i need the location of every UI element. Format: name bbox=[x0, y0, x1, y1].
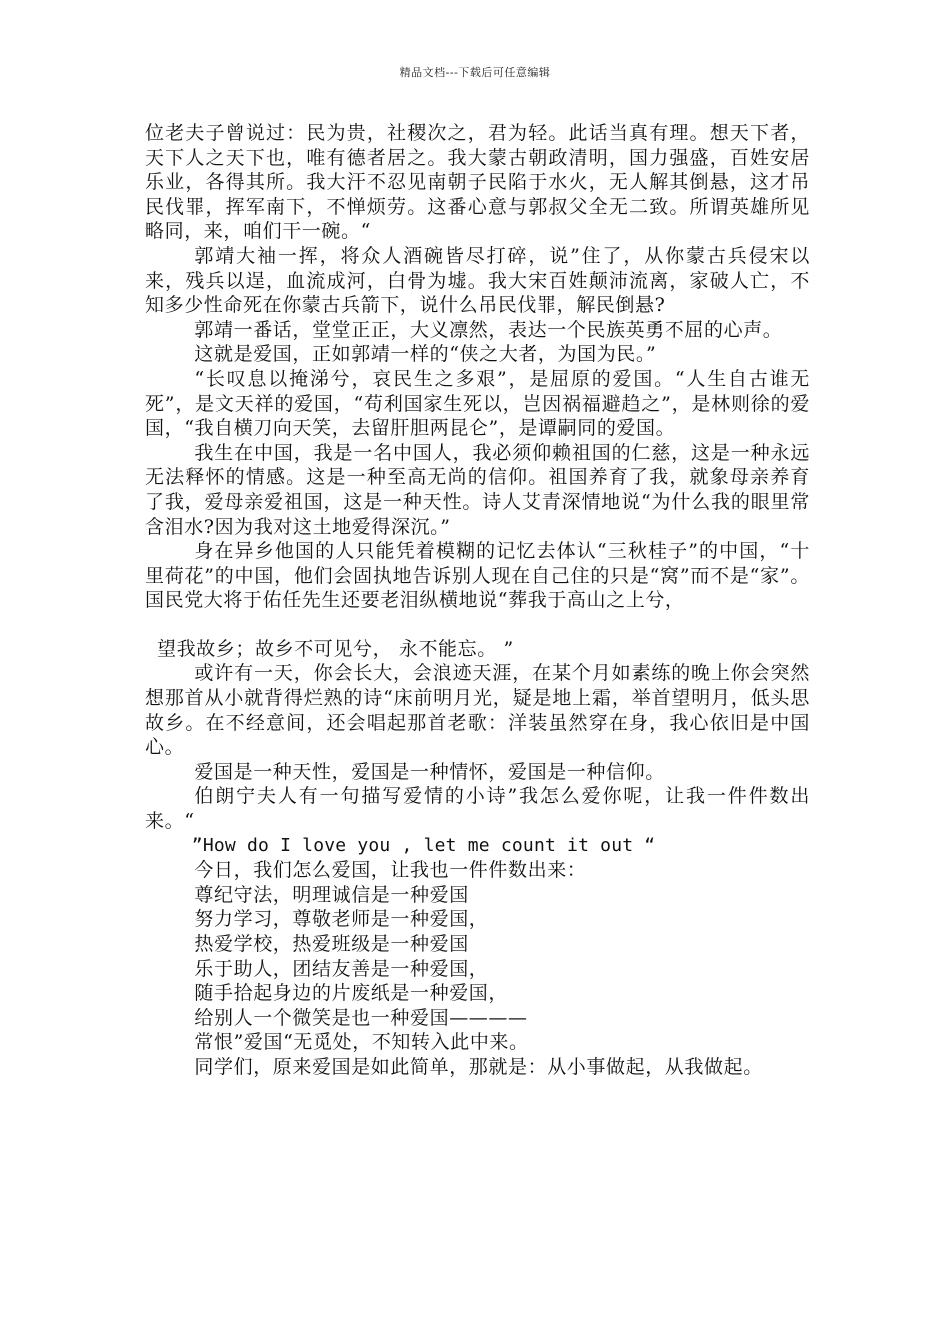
paragraph: 同学们，原来爱国是如此简单，那就是：从小事做起，从我做起。 bbox=[194, 1055, 763, 1078]
list-item: 随手拾起身边的片废纸是一种爱国， bbox=[194, 982, 508, 1005]
list-item: 乐于助人，团结友善是一种爱国， bbox=[194, 957, 489, 980]
document-body bbox=[145, 121, 810, 1080]
english-quote: ”How do I love you , let me count it out “ bbox=[191, 834, 656, 856]
paragraph: 伯朗宁夫人有一句描写爱情的小诗”我怎么爱你呢，让我一件件数出来。“ bbox=[145, 785, 810, 833]
list-item: 努力学习，尊敬老师是一种爱国， bbox=[194, 908, 489, 931]
list-item: 热爱学校，热爱班级是一种爱国 bbox=[194, 933, 469, 955]
paragraph: 或许有一天，你会长大，会浪迹天涯，在某个月如素练的晚上你会突然想那首从小就背得烂熟的诗“床前明月光，疑是地上霜，举首望明月，低头思故乡。在不经意间，还会唱起那首老歌：洋装虽然穿在身，我心依旧是中国心。 bbox=[145, 662, 810, 759]
list-item: 尊纪守法，明理诚信是一种爱国 bbox=[194, 883, 469, 906]
paragraph: 这就是爱国，正如郭靖一样的“侠之大者，为国为民。” bbox=[194, 343, 657, 366]
paragraph: 位老夫子曾说过：民为贵，社稷次之，君为轻。此话当真有理。想天下者，天下人之天下也，唯有德者居之。我大蒙古朝政清明，国力强盛，百姓安居乐业，各得其所。我大汗不忍见南朝子民陷于水火，无人解其倒悬，这才吊民伐罪，挥军南下，不惮烦劳。这番心意与郭叔父全无二致。所谓英雄所见略同，来，咱们干一碗。“ bbox=[145, 122, 810, 243]
paragraph: 我生在中国，我是一名中国人，我必须仰赖祖国的仁慈，这是一种永远无法释怀的情感。这是一种至高无尚的信仰。祖国养育了我，就象母亲养育了我，爱母亲爱祖国，这是一种天性。诗人艾青深情地说“为什么我的眼里常含泪水?因为我对这土地爱得深沉。” bbox=[145, 441, 810, 538]
poem-line: 望我故乡；故乡不可见兮， 永不能忘。 ” bbox=[157, 637, 514, 660]
paragraph: “长叹息以掩涕兮，哀民生之多艰”，是屈原的爱国。“人生自古谁无死”，是文天祥的爱国，“苟利国家生死以，岂因祸福避趋之”，是林则徐的爱国，“我自横刀向天笑，去留肝胆两昆仑”，是谭嗣同的爱国。 bbox=[145, 367, 810, 440]
paragraph: 爱国是一种天性，爱国是一种情怀，爱国是一种信仰。 bbox=[194, 760, 665, 783]
paragraph: 身在异乡他国的人只能凭着模糊的记忆去体认“三秋桂子”的中国，“十里荷花”的中国，他们会固执地告诉别人现在自己住的只是“窝”而不是“家”。国民党大将于佑任先生还要老泪纵横地说“葬我于高山之上兮， bbox=[145, 540, 810, 612]
paragraph: 今日，我们怎么爱国，让我也一件件数出来： bbox=[194, 859, 587, 882]
paragraph: 郭靖大袖一挥，将众人酒碗皆尽打碎，说”住了，从你蒙古兵侵宋以来，残兵以逞，血流成河，白骨为墟。我大宋百姓颠沛流离，家破人亡，不知多少性命死在你蒙古兵箭下，说什么吊民伐罪，解民倒悬? bbox=[145, 244, 810, 317]
paragraph: 常恨”爱国“无觅处，不知转入此中来。 bbox=[194, 1031, 529, 1054]
list-item: 给别人一个微笑是也一种爱国———— bbox=[194, 1006, 528, 1029]
page-header: 精品文档---下载后可任意编辑 bbox=[399, 66, 551, 79]
paragraph: 郭靖一番话，堂堂正正，大义凛然，表达一个民族英勇不屈的心声。 bbox=[194, 318, 783, 341]
